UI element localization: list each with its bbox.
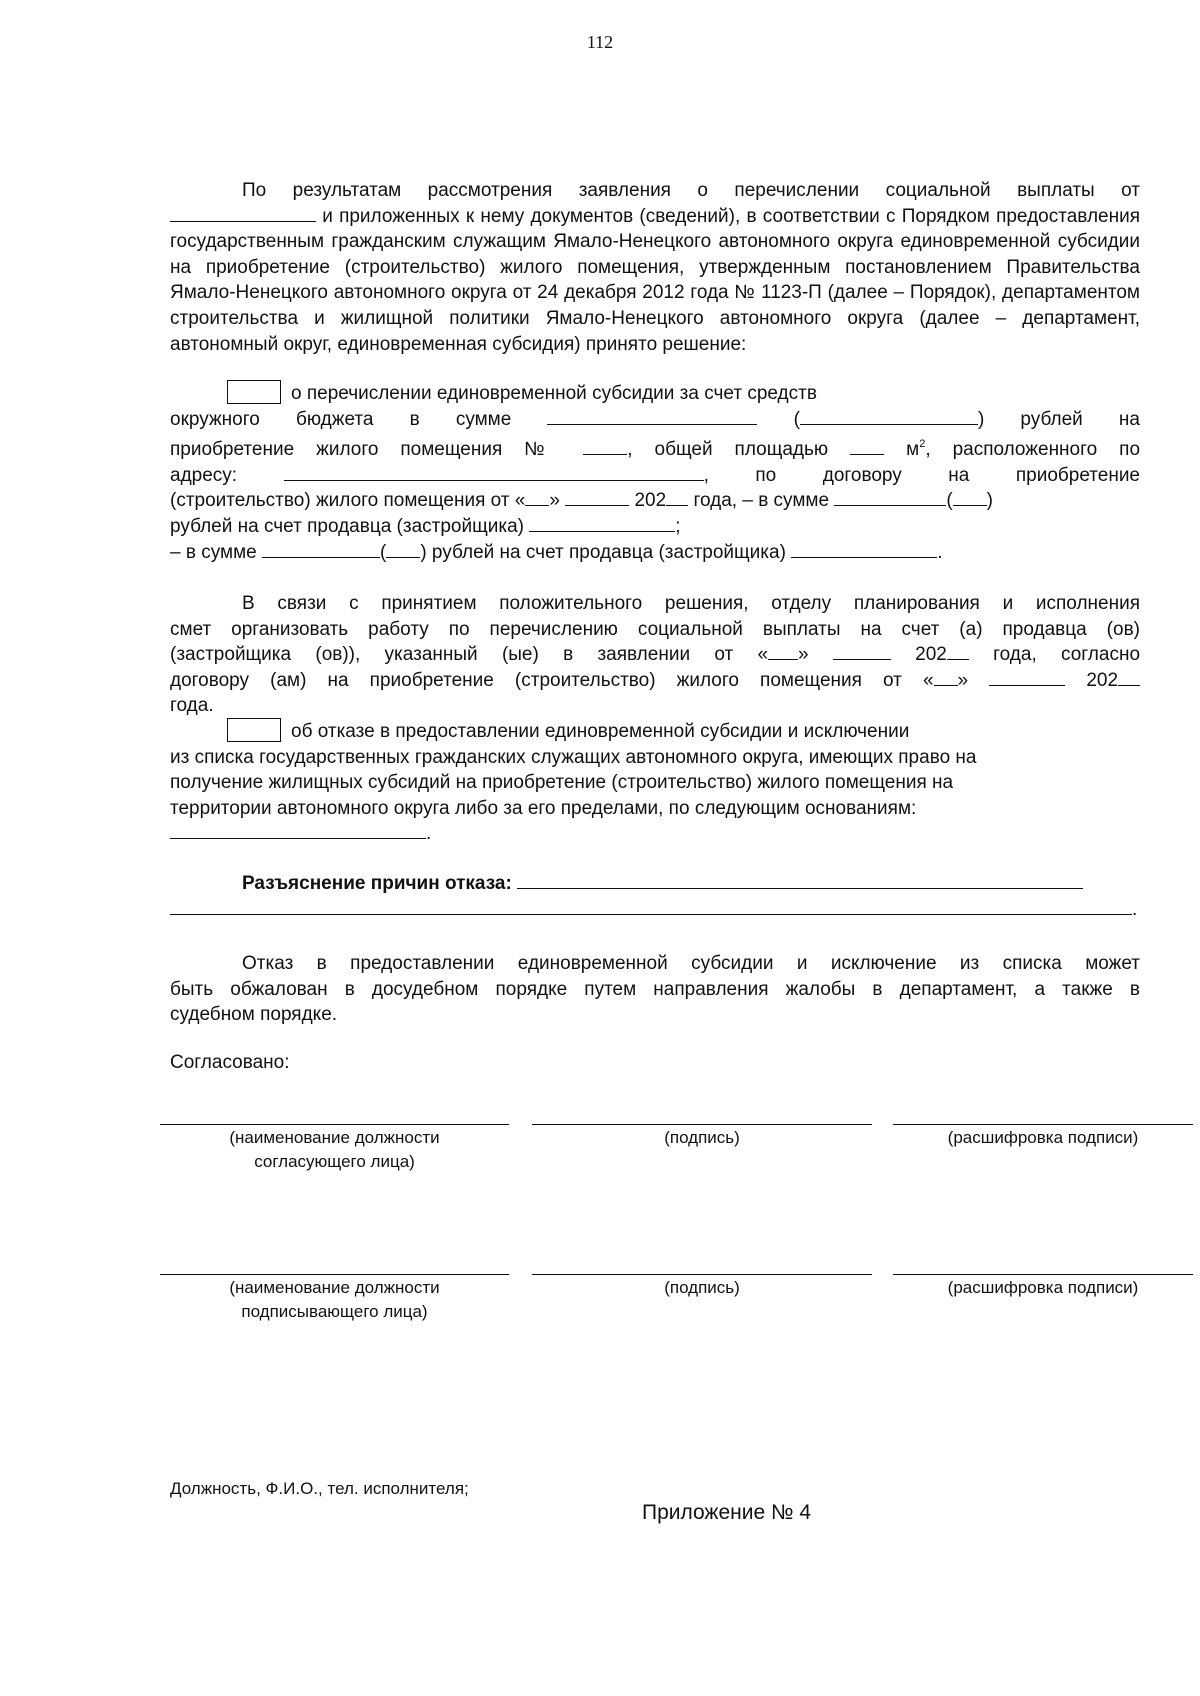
signature-line-decoding-2 bbox=[893, 1274, 1193, 1275]
p2-contract-month-blank bbox=[989, 670, 1065, 686]
area-unit-superscript: 2 bbox=[919, 438, 926, 451]
signature-caption-1: (подпись) bbox=[664, 1128, 740, 1147]
intro-text-1: По результатам рассмотрения заявления о перечислении социальной выплаты от bbox=[242, 180, 1140, 201]
p2-app-day-blank bbox=[768, 644, 798, 660]
p2-contract-year-blank bbox=[1118, 670, 1140, 686]
refusal-explanation-blank bbox=[517, 873, 1083, 889]
signature-caption-position-1 bbox=[160, 1126, 509, 1174]
seller-amount-words-close: ) bbox=[986, 490, 993, 512]
seller-amount-words-blank bbox=[953, 490, 987, 506]
p2-contract-year-prefix: 202 bbox=[1086, 669, 1119, 691]
refusal-line-1: из списка государственных гражданских служащих автономного округа, имеющих право на bbox=[170, 746, 977, 768]
dwelling-number-label: приобретение жилого помещения № bbox=[170, 439, 562, 461]
second-amount-words-blank bbox=[386, 542, 420, 558]
appendix-label: Приложение № 4 bbox=[642, 1501, 812, 1524]
seller-name-blank bbox=[529, 516, 675, 532]
executor-info: Должность, Ф.И.О., тел. исполнителя; bbox=[170, 1479, 469, 1498]
refusal-explanation-blank-2 bbox=[170, 899, 1132, 915]
p2-app-year-prefix: 202 bbox=[915, 644, 947, 666]
second-seller-end: . bbox=[937, 541, 943, 563]
contract-year-blank bbox=[666, 490, 688, 506]
contract-day-blank bbox=[525, 490, 549, 506]
position-caption-2b: подписывающего лица) bbox=[241, 1302, 428, 1321]
p2-application-date-label: (застройщика (ов)), указанный (ые) в заявлении от « bbox=[170, 644, 769, 666]
amount-blank bbox=[547, 409, 757, 425]
position-caption-1b: согласующего лица) bbox=[254, 1152, 415, 1171]
intro-text-2: и приложенных к нему документов (сведений), в соответствии с Порядком предоставления государственным гражданским служащим Ямало-Ненецкого автономного округа единовременной субсидии на приобретение (строительство) жилого помещения, утвержденным постановлением Правительства Ямало-Ненецкого автономного округа от 24 декабря 2012 года № 1123-П (далее – Порядок), департаментом строительства и жилищной политики Ямало-Ненецкого автономного округа (далее – департамент, автономный округ, единовременная субсидия) принято решение: bbox=[170, 205, 1140, 355]
p2-contract-label: договору (ам) на приобретение (строительство) жилого помещения от « bbox=[170, 669, 934, 691]
position-caption-2a: (наименование должности bbox=[229, 1278, 440, 1297]
option-refusal bbox=[170, 718, 1140, 847]
p2-according-label: года, согласно bbox=[993, 644, 1141, 666]
option-transfer bbox=[170, 380, 1140, 565]
p2-line-5: года. bbox=[170, 695, 214, 717]
amount-rubles-label: ) рублей на bbox=[977, 408, 1140, 430]
address-label: адресу: bbox=[170, 464, 238, 486]
refusal-explanation-label: Разъяснение причин отказа: bbox=[242, 873, 512, 894]
second-seller-label: ) рублей на счет продавца (застройщика) bbox=[420, 541, 786, 563]
second-amount-label: – в сумме bbox=[170, 541, 257, 563]
amount-label: окружного бюджета в сумме bbox=[170, 408, 512, 430]
contract-year-prefix: 202 bbox=[634, 490, 667, 512]
p2-app-day-close: » bbox=[798, 644, 809, 666]
appeal-line-1: Отказ в предоставлении единовременной субсидии и исключение из списка может bbox=[242, 953, 1140, 974]
address-blank bbox=[284, 465, 704, 481]
transfer-checkbox[interactable] bbox=[227, 380, 281, 404]
seller-account-label: рублей на счет продавца (застройщика) bbox=[170, 515, 524, 537]
contract-date-label: (строительство) жилого помещения от « bbox=[170, 490, 526, 512]
page-number: 112 bbox=[586, 32, 614, 52]
decision-intro-paragraph bbox=[170, 178, 1140, 357]
second-seller-blank bbox=[791, 542, 937, 558]
appeal-line-2: быть обжалован в досудебном порядке путем направления жалобы в департамент, а также в bbox=[170, 978, 1140, 1000]
decoding-caption-1: (расшифровка подписи) bbox=[947, 1128, 1139, 1147]
refusal-grounds-end: . bbox=[426, 823, 432, 845]
signature-line-signature-2 bbox=[532, 1274, 872, 1275]
signature-line-decoding-1 bbox=[893, 1124, 1193, 1125]
signature-caption-position-2 bbox=[160, 1276, 509, 1324]
refusal-grounds-blank bbox=[170, 823, 426, 839]
p2-line-1: В связи с принятием положительного решения, отделу планирования и исполнения bbox=[242, 593, 1140, 614]
p2-contract-day-close: » bbox=[957, 669, 969, 691]
located-label: , расположенного по bbox=[925, 439, 1141, 461]
refusal-checkbox[interactable] bbox=[227, 718, 281, 742]
signature-line-position-2 bbox=[160, 1274, 509, 1275]
p2-contract-day-blank bbox=[934, 670, 958, 686]
second-amount-blank bbox=[262, 542, 380, 558]
refusal-explanation bbox=[242, 871, 1083, 897]
contract-label: , по договору на приобретение bbox=[703, 464, 1140, 486]
refusal-explanation-line-2 bbox=[170, 897, 1137, 923]
contract-month-blank bbox=[565, 490, 629, 506]
seller-amount-words-open: ( bbox=[946, 490, 953, 512]
p2-app-year-blank bbox=[947, 644, 969, 660]
agreed-label: Согласовано: bbox=[170, 1052, 290, 1073]
amount-words-blank bbox=[800, 409, 978, 425]
contract-day-close: » bbox=[549, 490, 560, 512]
appeal-line-3: судебном порядке. bbox=[170, 1004, 338, 1026]
seller-name-end: ; bbox=[675, 515, 681, 537]
application-date-blank bbox=[170, 206, 316, 222]
refusal-line-3: территории автономного округа либо за его пределами, по следующим основаниям: bbox=[170, 797, 917, 819]
seller-amount-label: года, – в сумме bbox=[693, 490, 830, 512]
p2-line-2: смет организовать работу по перечислению социальной выплаты на счет (а) продавца (ов) bbox=[170, 618, 1140, 640]
amount-words-open: ( bbox=[793, 408, 800, 430]
signature-caption-2: (подпись) bbox=[664, 1278, 740, 1297]
refusal-line-2: получение жилищных субсидий на приобретение (строительство) жилого помещения на bbox=[170, 772, 954, 794]
decoding-caption-2: (расшифровка подписи) bbox=[947, 1278, 1139, 1297]
seller-amount-blank bbox=[834, 490, 946, 506]
position-caption-1a: (наименование должности bbox=[229, 1128, 440, 1147]
signature-line-signature-1 bbox=[532, 1124, 872, 1125]
dwelling-number-blank bbox=[583, 439, 627, 455]
area-unit: м bbox=[906, 439, 920, 461]
signature-line-position-1 bbox=[160, 1124, 509, 1125]
refusal-option-label: об отказе в предоставлении единовременной субсидии и исключении bbox=[291, 721, 910, 742]
area-blank bbox=[850, 439, 884, 455]
appeal-paragraph bbox=[170, 951, 1140, 1028]
positive-decision-paragraph bbox=[170, 591, 1140, 719]
p2-app-month-blank bbox=[833, 644, 891, 660]
refusal-explanation-end: . bbox=[1132, 899, 1138, 920]
second-amount-words-open: ( bbox=[379, 541, 387, 563]
area-label: , общей площадью bbox=[627, 439, 829, 461]
transfer-label: о перечислении единовременной субсидии за счет средств bbox=[291, 383, 817, 404]
